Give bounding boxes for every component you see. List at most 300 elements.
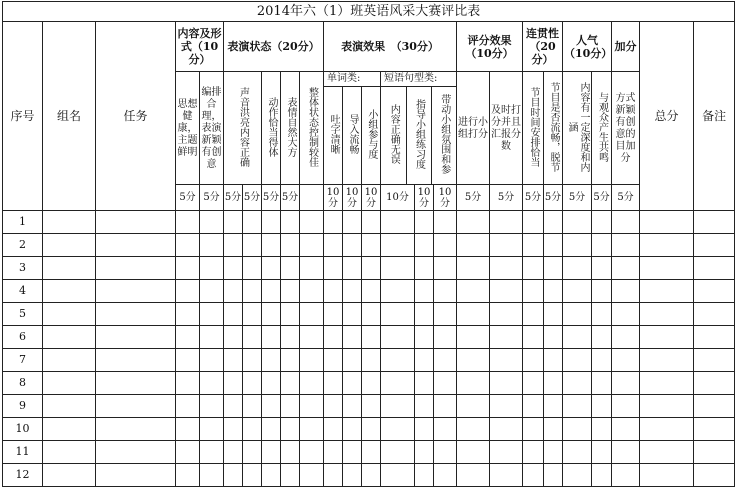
score-cell[interactable]: [523, 234, 544, 257]
score-cell[interactable]: [563, 303, 592, 326]
score-cell[interactable]: [434, 372, 457, 395]
score-cell[interactable]: [544, 349, 563, 372]
score-cell[interactable]: [694, 441, 735, 464]
score-cell[interactable]: [592, 441, 612, 464]
score-cell[interactable]: [200, 395, 224, 418]
score-cell[interactable]: [434, 257, 457, 280]
score-cell[interactable]: [300, 211, 324, 234]
score-cell[interactable]: [523, 257, 544, 280]
score-cell[interactable]: [343, 280, 362, 303]
score-cell[interactable]: [243, 257, 262, 280]
score-cell[interactable]: [490, 372, 523, 395]
score-cell[interactable]: [362, 349, 381, 372]
score-cell[interactable]: [457, 326, 490, 349]
score-cell[interactable]: [224, 372, 243, 395]
score-cell[interactable]: [544, 326, 563, 349]
table-row: [3, 326, 735, 349]
score-cell[interactable]: [694, 395, 735, 418]
score-cell[interactable]: [362, 234, 381, 257]
score-cell[interactable]: [262, 395, 281, 418]
score-cell[interactable]: [343, 257, 362, 280]
score-cell[interactable]: [457, 280, 490, 303]
score-cell[interactable]: [324, 418, 343, 441]
score-cell[interactable]: [592, 303, 612, 326]
score-cell[interactable]: [362, 303, 381, 326]
score-cell[interactable]: [544, 257, 563, 280]
criterion-5: [281, 72, 300, 185]
score-cell[interactable]: [96, 372, 176, 395]
score-cell[interactable]: [563, 418, 592, 441]
score-cell[interactable]: [381, 326, 415, 349]
score-cell[interactable]: [490, 280, 523, 303]
score-cell[interactable]: [490, 464, 523, 487]
score-cell[interactable]: [563, 326, 592, 349]
score-cell[interactable]: [523, 349, 544, 372]
score-cell[interactable]: [96, 464, 176, 487]
score-cell[interactable]: [324, 349, 343, 372]
score-cell[interactable]: [434, 441, 457, 464]
score-cell[interactable]: [415, 395, 434, 418]
score-cell[interactable]: [544, 464, 563, 487]
score-cell[interactable]: [640, 395, 694, 418]
score-cell[interactable]: [490, 257, 523, 280]
score-cell[interactable]: [362, 211, 381, 234]
criterion-16-text: 节目是否流畅，脱节: [548, 81, 559, 172]
score-cell[interactable]: [612, 326, 640, 349]
score-cell[interactable]: [434, 303, 457, 326]
score-cell[interactable]: [200, 234, 224, 257]
score-cell[interactable]: [324, 395, 343, 418]
score-cell[interactable]: [640, 464, 694, 487]
criterion-9: [361, 87, 380, 184]
score-cell[interactable]: [43, 257, 96, 280]
score-cell[interactable]: [490, 418, 523, 441]
score-cell[interactable]: [200, 464, 224, 487]
word-sub-table: [324, 87, 380, 184]
score-cell[interactable]: [457, 418, 490, 441]
score-cell[interactable]: [434, 464, 457, 487]
score-cell[interactable]: [176, 211, 200, 234]
score-cell[interactable]: [415, 211, 434, 234]
score-cell[interactable]: [694, 257, 735, 280]
score-cell[interactable]: [457, 372, 490, 395]
score-cell[interactable]: [243, 464, 262, 487]
score-cell[interactable]: [544, 303, 563, 326]
score-cell[interactable]: [200, 372, 224, 395]
score-cell[interactable]: [176, 349, 200, 372]
score-cell[interactable]: [612, 464, 640, 487]
score-cell[interactable]: [200, 441, 224, 464]
score-cell[interactable]: [300, 372, 324, 395]
score-cell[interactable]: [96, 349, 176, 372]
score-cell[interactable]: [243, 441, 262, 464]
score-cell[interactable]: [592, 326, 612, 349]
score-cell[interactable]: [224, 234, 243, 257]
score-cell[interactable]: [243, 211, 262, 234]
score-cell[interactable]: [343, 372, 362, 395]
score-cell[interactable]: [300, 441, 324, 464]
score-cell[interactable]: [262, 234, 281, 257]
score-cell[interactable]: [243, 303, 262, 326]
score-cell[interactable]: [96, 211, 176, 234]
score-cell[interactable]: [362, 395, 381, 418]
score-cell[interactable]: [176, 234, 200, 257]
criterion-4-text: 动作恰当得体: [266, 96, 277, 157]
score-cell[interactable]: [224, 303, 243, 326]
score-cell[interactable]: [415, 257, 434, 280]
score-cell[interactable]: [224, 418, 243, 441]
score-cell[interactable]: [457, 257, 490, 280]
score-cell[interactable]: [362, 326, 381, 349]
score-cell[interactable]: [96, 418, 176, 441]
score-cell[interactable]: [262, 303, 281, 326]
score-cell[interactable]: [612, 441, 640, 464]
score-cell[interactable]: [381, 280, 415, 303]
score-cell[interactable]: [563, 464, 592, 487]
score-cell[interactable]: [612, 395, 640, 418]
score-cell[interactable]: [523, 303, 544, 326]
score-cell[interactable]: [362, 280, 381, 303]
score-cell[interactable]: [640, 349, 694, 372]
score-cell[interactable]: [457, 211, 490, 234]
score-cell[interactable]: [612, 372, 640, 395]
score-cell[interactable]: [43, 326, 96, 349]
score-cell[interactable]: [381, 349, 415, 372]
score-cell[interactable]: [381, 395, 415, 418]
score-cell[interactable]: [176, 372, 200, 395]
score-cell[interactable]: [434, 211, 457, 234]
score-cell[interactable]: [415, 464, 434, 487]
score-cell[interactable]: [324, 257, 343, 280]
score-cell[interactable]: [640, 234, 694, 257]
score-cell[interactable]: [694, 326, 735, 349]
score-cell[interactable]: [96, 395, 176, 418]
score-cell[interactable]: [434, 349, 457, 372]
score-cell[interactable]: [343, 395, 362, 418]
score-cell[interactable]: [362, 418, 381, 441]
score-cell[interactable]: [324, 326, 343, 349]
score-cell[interactable]: [362, 441, 381, 464]
score-cell[interactable]: [343, 234, 362, 257]
score-cell[interactable]: [281, 280, 300, 303]
score-cell[interactable]: [200, 326, 224, 349]
score-cell[interactable]: [281, 349, 300, 372]
score-cell[interactable]: [523, 211, 544, 234]
score-cell[interactable]: [43, 372, 96, 395]
score-cell[interactable]: [563, 257, 592, 280]
score-cell[interactable]: [563, 234, 592, 257]
score-cell[interactable]: [262, 349, 281, 372]
score-cell[interactable]: [300, 395, 324, 418]
score-cell[interactable]: [362, 257, 381, 280]
score-cell[interactable]: [43, 211, 96, 234]
score-cell[interactable]: [96, 326, 176, 349]
score-cell[interactable]: [640, 280, 694, 303]
score-cell[interactable]: [592, 372, 612, 395]
score-cell[interactable]: [544, 211, 563, 234]
score-cell[interactable]: [362, 464, 381, 487]
score-cell[interactable]: [523, 464, 544, 487]
score-cell[interactable]: [262, 441, 281, 464]
score-cell[interactable]: [324, 280, 343, 303]
score-cell[interactable]: [544, 395, 563, 418]
table-row: [3, 257, 735, 280]
score-cell[interactable]: [523, 280, 544, 303]
score-cell[interactable]: [300, 464, 324, 487]
score-cell[interactable]: [200, 280, 224, 303]
score-cell[interactable]: [523, 326, 544, 349]
score-cell[interactable]: [224, 441, 243, 464]
score-cell[interactable]: [415, 303, 434, 326]
score-cell[interactable]: [490, 303, 523, 326]
score-cell[interactable]: [490, 211, 523, 234]
score-cell[interactable]: [457, 234, 490, 257]
score-cell[interactable]: [694, 280, 735, 303]
score-cell[interactable]: [490, 326, 523, 349]
score-cell[interactable]: [415, 326, 434, 349]
score-cell[interactable]: [544, 418, 563, 441]
score-cell[interactable]: [262, 326, 281, 349]
score-cell[interactable]: [224, 464, 243, 487]
score-cell[interactable]: [544, 441, 563, 464]
score-cell[interactable]: [324, 211, 343, 234]
score-cell[interactable]: [281, 234, 300, 257]
score-cell[interactable]: [343, 418, 362, 441]
score-cell[interactable]: [523, 441, 544, 464]
score-cell[interactable]: [381, 441, 415, 464]
score-cell[interactable]: [563, 372, 592, 395]
score-cell[interactable]: [281, 326, 300, 349]
score-cell[interactable]: [381, 303, 415, 326]
score-cell[interactable]: [262, 280, 281, 303]
score-cell[interactable]: [457, 464, 490, 487]
score-cell[interactable]: [592, 395, 612, 418]
score-cell[interactable]: [544, 372, 563, 395]
score-cell[interactable]: [640, 441, 694, 464]
score-cell[interactable]: [592, 349, 612, 372]
score-cell[interactable]: [640, 257, 694, 280]
score-cell[interactable]: [300, 326, 324, 349]
score-cell[interactable]: [592, 280, 612, 303]
score-cell[interactable]: [324, 441, 343, 464]
score-cell[interactable]: [200, 257, 224, 280]
score-cell[interactable]: [694, 464, 735, 487]
score-cell[interactable]: [415, 280, 434, 303]
score-cell[interactable]: [243, 395, 262, 418]
score-cell[interactable]: [434, 326, 457, 349]
score-cell[interactable]: [281, 211, 300, 234]
score-cell[interactable]: [343, 211, 362, 234]
score-cell[interactable]: [694, 234, 735, 257]
score-cell[interactable]: [490, 441, 523, 464]
score-cell[interactable]: [281, 441, 300, 464]
score-cell[interactable]: [640, 211, 694, 234]
score-cell[interactable]: [324, 303, 343, 326]
score-cell[interactable]: [343, 326, 362, 349]
score-cell[interactable]: [415, 349, 434, 372]
score-cell[interactable]: [523, 395, 544, 418]
score-cell[interactable]: [43, 441, 96, 464]
score-cell[interactable]: [490, 349, 523, 372]
score-cell[interactable]: [612, 234, 640, 257]
score-cell[interactable]: [243, 372, 262, 395]
score-cell[interactable]: [563, 441, 592, 464]
score-cell[interactable]: [96, 441, 176, 464]
score-cell[interactable]: [415, 418, 434, 441]
score-cell[interactable]: [262, 464, 281, 487]
score-cell[interactable]: [434, 234, 457, 257]
score-cell[interactable]: [43, 464, 96, 487]
score-cell[interactable]: [544, 234, 563, 257]
score-cell[interactable]: [224, 211, 243, 234]
score-cell[interactable]: [415, 372, 434, 395]
score-cell[interactable]: [523, 372, 544, 395]
score-cell[interactable]: [96, 303, 176, 326]
score-cell[interactable]: [176, 280, 200, 303]
score-cell[interactable]: [457, 441, 490, 464]
score-cell[interactable]: [224, 280, 243, 303]
score-cell[interactable]: [224, 257, 243, 280]
score-cell[interactable]: [434, 280, 457, 303]
score-cell[interactable]: [694, 372, 735, 395]
score-cell[interactable]: [324, 464, 343, 487]
score-cell[interactable]: [563, 349, 592, 372]
criterion-18-text: 与观众产生共鸣: [596, 91, 608, 162]
score-cell[interactable]: [612, 211, 640, 234]
score-cell[interactable]: [43, 280, 96, 303]
score-cell[interactable]: [434, 418, 457, 441]
score-cell[interactable]: [523, 418, 544, 441]
score-cell[interactable]: [43, 349, 96, 372]
score-cell[interactable]: [262, 211, 281, 234]
score-cell[interactable]: [640, 326, 694, 349]
score-cell[interactable]: [640, 418, 694, 441]
score-cell[interactable]: [640, 372, 694, 395]
score-cell[interactable]: [281, 257, 300, 280]
score-cell[interactable]: [415, 441, 434, 464]
score-cell[interactable]: [43, 418, 96, 441]
score-cell[interactable]: [343, 349, 362, 372]
score-cell[interactable]: [563, 211, 592, 234]
score-cell[interactable]: [343, 464, 362, 487]
score-cell[interactable]: [381, 418, 415, 441]
score-cell[interactable]: [224, 349, 243, 372]
score-cell[interactable]: [281, 418, 300, 441]
score-cell[interactable]: [592, 418, 612, 441]
score-cell[interactable]: [262, 418, 281, 441]
score-cell[interactable]: [224, 326, 243, 349]
score-cell[interactable]: [434, 395, 457, 418]
score-cell[interactable]: [176, 303, 200, 326]
score-cell[interactable]: [694, 211, 735, 234]
score-cell[interactable]: [43, 303, 96, 326]
score-cell[interactable]: [381, 211, 415, 234]
score-cell[interactable]: [300, 303, 324, 326]
score-cell[interactable]: [176, 326, 200, 349]
score-cell[interactable]: [281, 372, 300, 395]
score-cell[interactable]: [43, 395, 96, 418]
score-cell[interactable]: [612, 349, 640, 372]
score-cell[interactable]: [200, 211, 224, 234]
score-cell[interactable]: [243, 326, 262, 349]
score-cell[interactable]: [694, 349, 735, 372]
score-cell[interactable]: [243, 280, 262, 303]
score-cell[interactable]: [592, 211, 612, 234]
score-cell[interactable]: [694, 418, 735, 441]
score-cell[interactable]: [300, 418, 324, 441]
score-cell[interactable]: [96, 280, 176, 303]
score-cell[interactable]: [544, 280, 563, 303]
score-cell[interactable]: [592, 464, 612, 487]
score-cell[interactable]: [176, 257, 200, 280]
score-cell[interactable]: [243, 234, 262, 257]
score-cell[interactable]: [200, 418, 224, 441]
score-cell[interactable]: [200, 303, 224, 326]
score-cell[interactable]: [612, 418, 640, 441]
score-cell[interactable]: [612, 280, 640, 303]
criterion-17: [563, 72, 592, 185]
score-cell[interactable]: [300, 280, 324, 303]
score-cell[interactable]: [381, 234, 415, 257]
header-task: 任务: [96, 22, 176, 211]
score-cell[interactable]: [343, 303, 362, 326]
score-cell[interactable]: [96, 234, 176, 257]
score-cell[interactable]: [612, 303, 640, 326]
score-cell[interactable]: [381, 257, 415, 280]
score-cell[interactable]: [457, 395, 490, 418]
score-cell[interactable]: [200, 349, 224, 372]
score-cell[interactable]: [490, 395, 523, 418]
score-cell[interactable]: [300, 234, 324, 257]
score-cell[interactable]: [176, 418, 200, 441]
score-cell[interactable]: [243, 349, 262, 372]
score-cell[interactable]: [243, 418, 262, 441]
score-cell[interactable]: [96, 257, 176, 280]
score-cell[interactable]: [281, 395, 300, 418]
score-cell[interactable]: [262, 257, 281, 280]
score-cell[interactable]: [362, 372, 381, 395]
score-cell[interactable]: [592, 257, 612, 280]
score-cell[interactable]: [457, 303, 490, 326]
score-cell[interactable]: [343, 441, 362, 464]
score-cell[interactable]: [300, 257, 324, 280]
score-cell[interactable]: [381, 464, 415, 487]
score-cell[interactable]: [176, 395, 200, 418]
header-group: 组名: [43, 22, 96, 211]
score-cell[interactable]: [612, 257, 640, 280]
score-cell[interactable]: [43, 234, 96, 257]
score-cell[interactable]: [563, 280, 592, 303]
score-cell[interactable]: [224, 395, 243, 418]
row-number: 2: [3, 234, 43, 257]
score-cell[interactable]: [324, 234, 343, 257]
score-cell[interactable]: [281, 464, 300, 487]
score-cell[interactable]: [563, 395, 592, 418]
score-cell[interactable]: [262, 372, 281, 395]
score-cell[interactable]: [415, 234, 434, 257]
score-cell[interactable]: [381, 372, 415, 395]
score-cell[interactable]: [490, 234, 523, 257]
score-cell[interactable]: [640, 303, 694, 326]
score-cell[interactable]: [176, 464, 200, 487]
score-cell[interactable]: [457, 349, 490, 372]
score-cell[interactable]: [592, 234, 612, 257]
score-cell[interactable]: [281, 303, 300, 326]
score-cell[interactable]: [176, 441, 200, 464]
score-cell[interactable]: [324, 372, 343, 395]
score-cell[interactable]: [694, 303, 735, 326]
score-cell[interactable]: [300, 349, 324, 372]
